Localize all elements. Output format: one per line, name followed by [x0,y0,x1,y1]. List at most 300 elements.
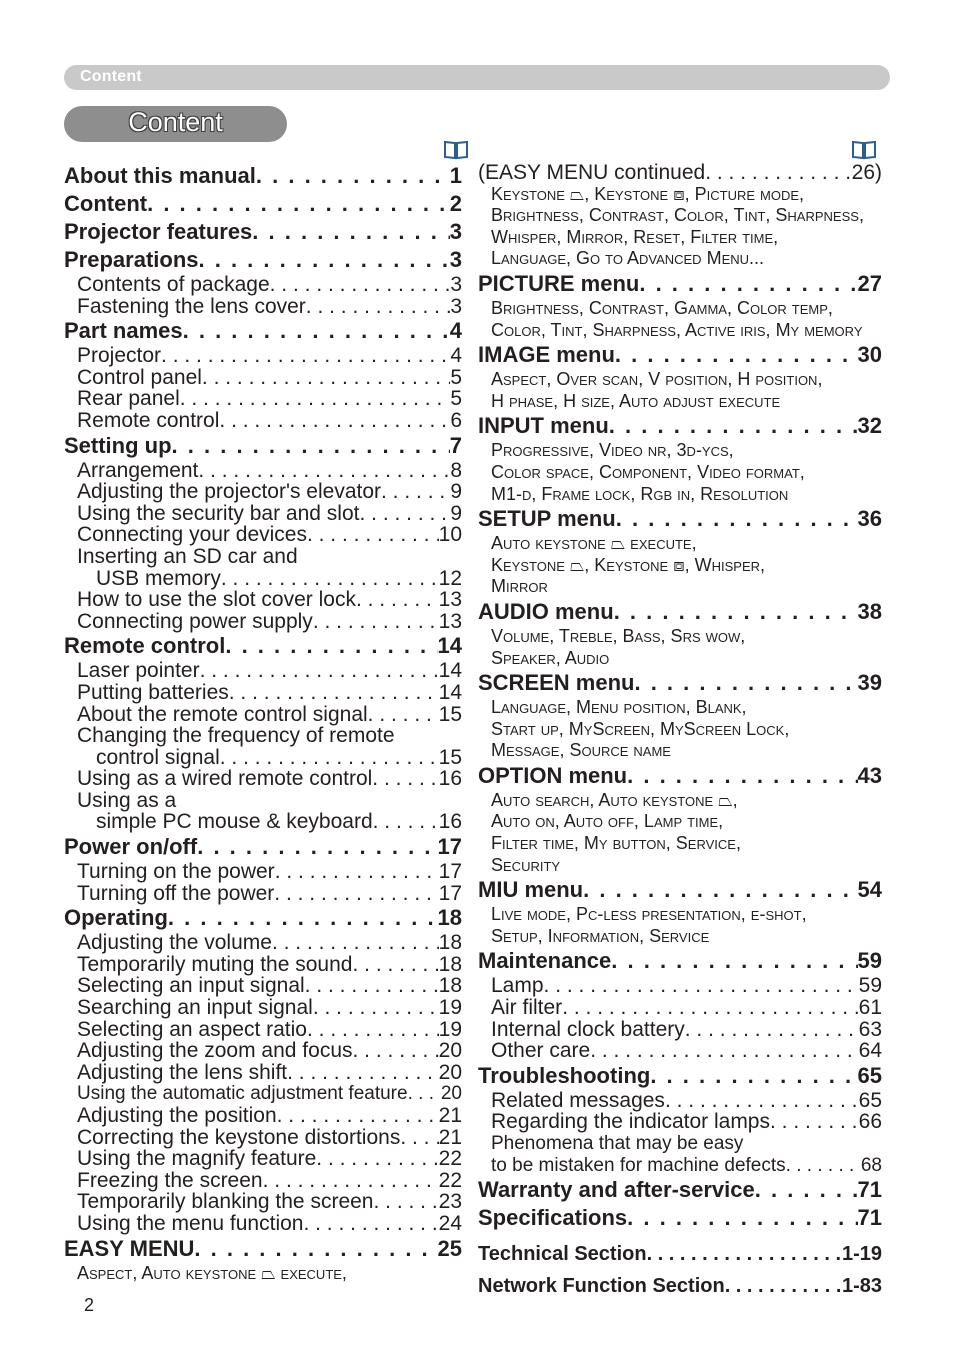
toc-entry-title: OPTION menu [478,762,628,788]
toc-entry-page: 54 [857,877,882,903]
toc-entry-title: Aspect, Over scan, V position, H position, [491,369,823,390]
toc-entry-page: 17 [438,860,462,884]
menu-items-line [478,926,882,948]
toc-entry [478,162,882,184]
toc-entry [64,704,462,726]
toc-entry-title: Color, Tint, Sharpness, Active iris, My memory [491,319,863,340]
leader-dots [373,1191,438,1213]
toc-entry [64,546,462,568]
toc-entry-title: Regarding the indicator lamps [491,1110,770,1134]
toc-section [64,218,462,246]
toc-entry-title: Turning off the power [77,881,275,905]
leader-dots [275,861,439,883]
leader-dots [277,1105,439,1127]
toc-entry-title: USB memory [96,566,221,590]
toc-entry-title: SCREEN menu [478,670,635,696]
toc-entry-title: How to use the slot cover lock [77,588,356,612]
toc-entry-title: Putting batteries [77,680,229,704]
toc-entry-title: Phenomena that may be easy [491,1133,744,1154]
toc-entry [478,1270,882,1302]
toc-entry-title: Filter time, My button, Service, [491,833,741,854]
toc-entry [64,589,462,611]
toc-entry-title: Arrangement [77,458,199,482]
toc-entry-title: Projector features [64,219,253,244]
toc-entry-page: 15 [438,702,462,726]
toc-entry [64,296,462,318]
toc-section [478,1204,882,1232]
toc-entry-title: Content [64,191,148,216]
toc-entry-title: Adjusting the position [77,1104,277,1127]
toc-entry-page: 3 [449,247,462,272]
leader-dots [368,704,439,726]
leader-dots [786,1155,861,1177]
leader-dots [590,1040,858,1062]
menu-items-line [478,855,882,877]
toc-entry-page: 64 [858,1039,882,1063]
menu-items-line [478,790,882,812]
toc-entry [64,345,462,367]
toc-entry [64,790,462,812]
toc-entry [64,503,462,525]
toc-entry-title: control signal [96,745,220,769]
leader-dots [381,481,450,503]
leader-dots [161,345,450,367]
toc-entry-page: 3 [450,273,462,296]
toc-entry-title: Connecting your devices [77,523,307,547]
toc-entry-page: 17 [438,881,462,905]
menu-items-line [478,811,882,833]
toc-entry-page: 4 [450,344,462,368]
toc-left-column [64,162,462,1284]
toc-entry-title: Remote control [64,633,226,659]
toc-entry [64,932,462,954]
toc-entry-title: Searching an input signal [77,996,313,1020]
toc-section [478,598,882,626]
menu-items-line [478,555,882,577]
toc-entry-page: 1-83 [841,1275,882,1298]
leader-dots [197,833,437,861]
toc-entry-page: 14 [438,659,462,683]
leader-dots [180,388,451,410]
header-label: Content [80,68,142,85]
leader-dots [615,341,858,369]
toc-entry-page: 18 [437,905,462,931]
toc-entry-title: Selecting an aspect ratio [77,1017,307,1041]
leader-dots [616,505,858,533]
toc-entry-page: 15 [438,745,462,769]
leader-dots [313,611,439,633]
toc-entry [64,747,462,769]
toc-section [478,270,882,298]
leader-dots [194,1235,437,1263]
toc-entry-title: Temporarily blanking the screen [77,1190,374,1214]
toc-entry-page: 18 [438,931,462,955]
toc-entry [64,883,462,905]
toc-entry [64,682,462,704]
toc-entry-page: 26) [851,161,882,184]
toc-entry-title: Adjusting the projector's elevator [77,480,382,504]
leader-dots [544,975,859,997]
toc-section [64,632,462,660]
toc-entry-title: Preparations [64,247,199,272]
toc-entry-title: Technical Section [478,1243,647,1266]
toc-entry-page: 16 [438,767,462,791]
toc-entry-page: 59 [858,974,882,998]
toc-entry-page: 27 [857,270,882,296]
toc-entry-title: Using the security bar and slot [77,501,360,525]
menu-items-line [64,1263,462,1285]
toc-entry-title: Projector [77,344,162,368]
toc-entry-page: 3 [450,294,462,318]
toc-section [64,1235,462,1263]
toc-section [478,876,882,904]
menu-items-line [478,248,882,270]
toc-entry-title: Aspect, Auto keystone ⏢ execute, [77,1262,347,1283]
toc-entry [64,1040,462,1062]
toc-section [64,833,462,861]
leader-dots [313,997,439,1019]
toc-entry-page: 65 [858,1088,882,1112]
toc-entry-page: 25 [437,1235,462,1261]
toc-entry-page: 22 [438,1168,462,1192]
menu-items-line [478,740,882,762]
toc-entry-title: AUDIO menu [478,598,614,624]
toc-entry [64,460,462,482]
toc-entry-title: Message, Source name [491,740,671,761]
toc-entry-page: 61 [858,996,882,1020]
toc-entry [64,274,462,296]
toc-entry-page: 23 [438,1190,462,1214]
toc-section [478,1062,882,1090]
toc-entry [478,1111,882,1133]
toc-entry-page: 1-19 [841,1243,882,1266]
leader-dots [725,1270,842,1302]
toc-entry-page: 20 [438,1039,462,1063]
leader-dots [359,503,450,525]
menu-items-line [478,648,882,670]
toc-entry-title: Auto keystone ⏢ execute, [491,533,697,554]
toc-entry-page: 68 [860,1154,882,1176]
leader-dots [307,1019,439,1041]
leader-dots [562,997,858,1019]
toc-entry [64,388,462,410]
menu-items-line [478,227,882,249]
toc-entry [64,1148,462,1170]
toc-entry-title: Adjusting the volume [77,931,272,955]
leader-dots [685,1019,859,1041]
toc-entry-page: 10 [438,523,462,547]
toc-entry [64,811,462,833]
toc-entry-title: Using as a [77,788,177,812]
toc-entry-title: Selecting an input signal [77,974,305,998]
toc-entry-page: 18 [438,952,462,976]
leader-dots [634,669,857,697]
toc-entry-title: Rear panel [77,387,180,411]
menu-items-line [478,533,882,555]
toc-entry-page: 12 [438,566,462,590]
toc-entry-title: Temporarily muting the sound [77,952,353,976]
toc-entry-title: Internal clock battery [491,1017,685,1041]
toc-entry [64,1019,462,1041]
toc-entry-title: PICTURE menu [478,270,640,296]
toc-entry-title: H phase, H size, Auto adjust execute [491,390,781,411]
menu-items-line [478,484,882,506]
toc-entry [478,1133,882,1155]
toc-entry-page: 32 [857,413,882,439]
leader-dots [219,410,450,432]
toc-entry [478,975,882,997]
toc-entry-page: 18 [438,974,462,998]
toc-entry [64,975,462,997]
leader-dots [221,568,439,590]
toc-right-column [478,162,882,1302]
leader-dots [168,904,438,932]
toc-entry-title: Correcting the keystone distortions [77,1125,401,1149]
toc-entry-title: Mirror [491,576,548,597]
toc-entry-page: 20 [440,1083,462,1105]
toc-entry-page: 13 [438,609,462,633]
toc-entry [64,1213,462,1235]
toc-section [64,904,462,932]
toc-entry-title: Operating [64,905,168,931]
toc-entry [64,367,462,389]
toc-entry-title: Adjusting the lens shift [77,1060,288,1084]
header-bar [64,65,890,90]
leader-dots [270,274,451,296]
toc-entry-title: Turning on the power [77,860,275,884]
toc-entry [64,725,462,747]
toc-entry [64,1105,462,1127]
menu-items-line [478,833,882,855]
toc-entry-page: 71 [857,1177,882,1203]
toc-entry-title: Progressive, Video nr, 3d-ycs, [491,440,734,461]
leader-dots [199,246,450,274]
leader-dots [755,1176,858,1204]
leader-dots [183,317,450,345]
toc-entry-title: Using the magnify feature [77,1147,317,1171]
toc-section [478,947,882,975]
toc-entry-title: Changing the frequency of remote [77,724,395,748]
toc-entry [478,1019,882,1041]
leader-dots [220,747,439,769]
leader-dots [705,162,851,184]
leader-dots [614,598,858,626]
menu-items-line [478,697,882,719]
leader-dots [274,883,438,905]
toc-section [64,246,462,274]
leader-dots [198,460,450,482]
toc-entry-page: 22 [438,1147,462,1171]
toc-entry-page: 13 [438,588,462,612]
book-icon [444,140,468,160]
toc-entry-title: Air filter [491,996,563,1020]
toc-entry [478,1090,882,1112]
toc-entry-title: Keystone ⏢, Keystone ⧈, Picture mode, [491,183,805,204]
toc-entry [64,524,462,546]
toc-entry-page: 14 [437,633,462,659]
toc-entry-title: to be mistaken for machine defects [491,1154,786,1176]
leader-dots [665,1090,859,1112]
leader-dots [353,1040,439,1062]
toc-entry-title: IMAGE menu [478,342,615,368]
toc-entry [64,568,462,590]
toc-entry-title: Live mode, Pc-less presentation, e-shot, [491,904,807,925]
toc-entry-title: Speaker, Audio [491,647,610,668]
toc-entry [64,481,462,503]
menu-items-line [478,320,882,342]
toc-entry [478,1040,882,1062]
menu-items-line [478,391,882,413]
toc-entry-title: Volume, Treble, Bass, Srs wow, [491,625,746,646]
toc-entry-title: EASY MENU [64,1235,195,1261]
toc-entry-title: Adjusting the zoom and focus [77,1039,353,1063]
page-number: 2 [84,1295,95,1315]
menu-items-line [478,719,882,741]
toc-entry-title: Fastening the lens cover [77,294,306,318]
toc-entry-page: 9 [450,480,462,504]
leader-dots [647,1238,842,1270]
toc-entry-title: Brightness, Contrast, Color, Tint, Sharpness, [491,205,864,226]
leader-dots [306,296,451,318]
toc-entry [64,1170,462,1192]
toc-section [64,317,462,345]
toc-section [478,762,882,790]
toc-entry-title: Setup, Information, Service [491,925,710,946]
toc-entry-title: Network Function Section [478,1275,725,1298]
toc-entry-title: Auto on, Auto off, Lamp time, [491,811,724,832]
toc-entry-page: 1 [449,163,462,188]
leader-dots [307,524,439,546]
toc-section [478,412,882,440]
toc-entry-title: Brightness, Contrast, Gamma, Color temp, [491,297,833,318]
toc-entry-page: 14 [438,680,462,704]
leader-dots [252,218,449,246]
toc-entry-page: 7 [449,432,462,458]
toc-entry [64,1191,462,1213]
toc-entry-page: 17 [437,834,462,860]
toc-entry-page: 8 [450,458,462,482]
menu-items-line [478,298,882,320]
toc-entry-page: 24 [438,1211,462,1235]
toc-entry-page: 65 [857,1062,882,1088]
toc-entry [64,954,462,976]
toc-entry-page: 19 [438,1017,462,1041]
menu-items-line [478,184,882,206]
toc-entry [478,1155,882,1177]
toc-entry-page: 21 [438,1104,462,1127]
toc-entry-title: Troubleshooting [478,1062,651,1088]
toc-entry-title: Other care [491,1039,591,1063]
toc-entry [64,611,462,633]
toc-entry [64,1062,462,1084]
toc-entry-title: Control panel [77,365,202,389]
toc-entry-title: SETUP menu [478,506,616,532]
toc-entry-title: Maintenance [478,948,612,974]
toc-entry-title: Lamp [491,974,544,998]
toc-entry-page: 5 [450,365,462,389]
toc-entry [64,861,462,883]
toc-entry-title: Color space, Component, Video format, [491,461,805,482]
toc-section [478,1176,882,1204]
toc-entry [64,660,462,682]
menu-items-line [478,626,882,648]
toc-entry-title: Setting up [64,432,172,458]
toc-entry [478,1238,882,1270]
toc-entry [64,997,462,1019]
page-title: Content [128,107,223,137]
leader-dots [263,1170,439,1192]
toc-entry-title: Specifications [478,1205,628,1231]
leader-dots [627,1204,857,1232]
toc-entry-title: Auto search, Auto keystone ⏢, [491,789,738,810]
toc-entry-page: 16 [438,810,462,834]
leader-dots [200,660,439,682]
toc-entry-page: 66 [858,1110,882,1134]
leader-dots [316,1148,438,1170]
toc-entry [64,1127,462,1149]
toc-entry-page: 19 [438,996,462,1020]
leader-dots [400,1127,438,1149]
toc-entry-title: Using as a wired remote control [77,767,373,791]
toc-entry-page: 71 [857,1205,882,1231]
leader-dots [272,932,439,954]
leader-dots [147,190,450,218]
toc-entry-page: 36 [857,506,882,532]
leader-dots [202,367,450,389]
toc-entry-title: Whisper, Mirror, Reset, Filter time, [491,226,779,247]
toc-entry-title: Using the menu function [77,1211,304,1235]
toc-entry-page: 3 [449,219,462,244]
toc-entry-title: MIU menu [478,877,584,903]
toc-entry-title: About this manual [64,163,256,188]
toc-entry-title: Inserting an SD car and [77,544,298,568]
toc-entry-page: 2 [449,191,462,216]
leader-dots [372,768,438,790]
toc-entry-page: 39 [857,670,882,696]
toc-entry-title: Security [491,854,561,875]
toc-entry-title: Part names [64,318,183,344]
toc-entry-title: Freezing the screen [77,1168,263,1192]
leader-dots [583,876,857,904]
title-pill [64,106,287,142]
menu-items-line [478,904,882,926]
toc-entry-page: 63 [858,1017,882,1041]
toc-entry-page: 38 [857,598,882,624]
toc-entry-title: M1-d, Frame lock, Rgb in, Resolution [491,483,789,504]
leader-dots [373,811,439,833]
toc-entry-page: 6 [450,408,462,432]
toc-entry-title: (EASY MENU continued [478,161,706,184]
toc-section [64,190,462,218]
leader-dots [639,270,857,298]
toc-entry-page: 20 [438,1060,462,1084]
menu-items-line [478,440,882,462]
leader-dots [287,1062,439,1084]
toc-entry-title: INPUT menu [478,413,609,439]
toc-entry-page: 4 [449,318,462,344]
leader-dots [303,1213,438,1235]
toc-section [64,432,462,460]
toc-entry-title: Language, Menu position, Blank, [491,697,747,718]
toc-entry-title: Warranty and after-service [478,1177,755,1203]
menu-items-line [478,576,882,598]
toc-entry-title: Using the automatic adjustment feature [77,1083,408,1105]
toc-section [478,505,882,533]
leader-dots [356,589,439,611]
toc-entry-title: Remote control [77,408,220,432]
toc-entry-title: Power on/off [64,834,198,860]
toc-entry-title: Contents of package [77,273,270,296]
